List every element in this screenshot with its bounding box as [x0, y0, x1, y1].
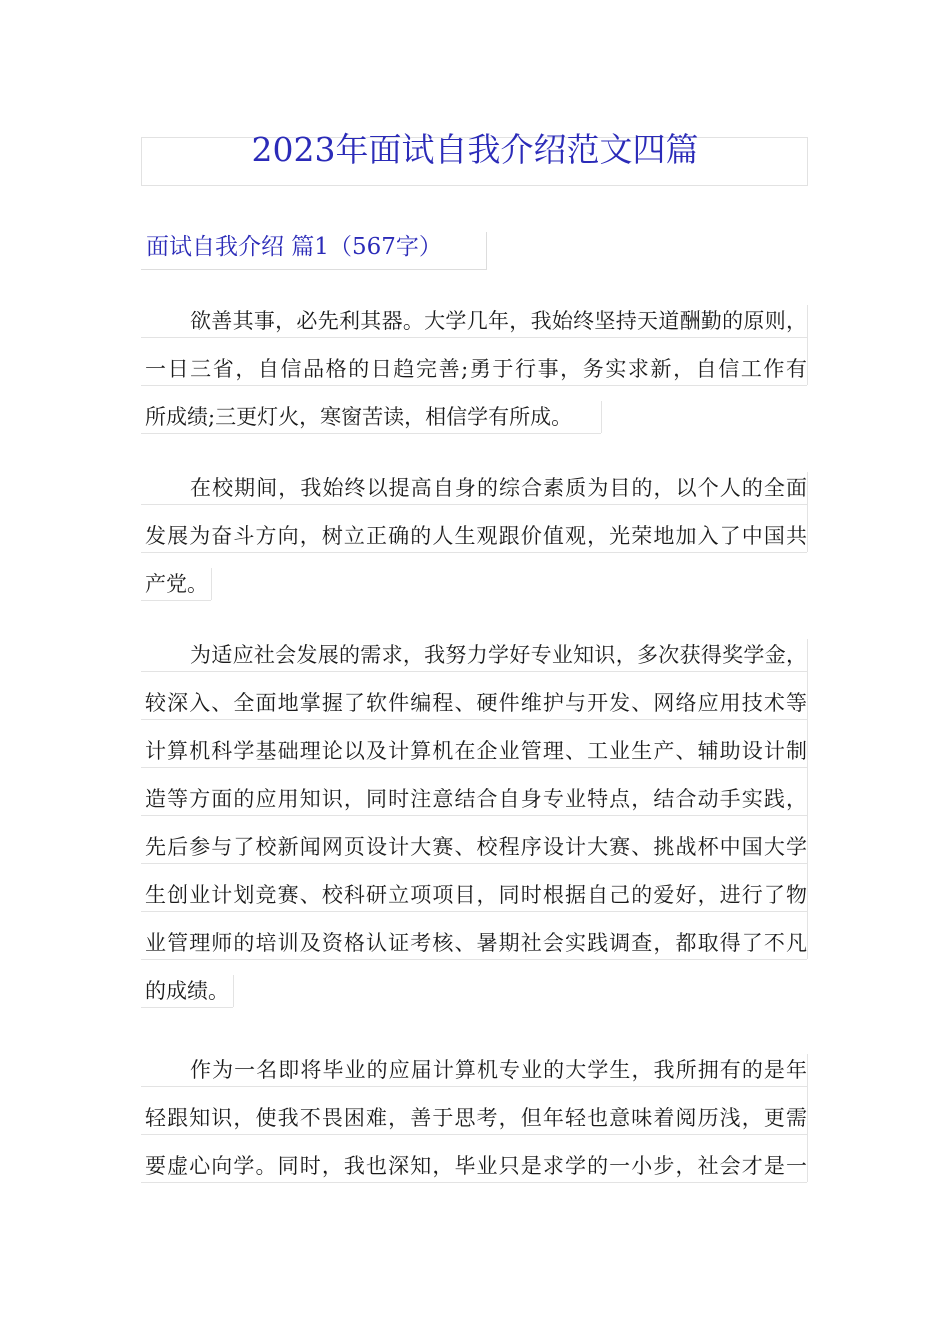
- line-rule: [141, 1134, 807, 1135]
- line-rule: [141, 863, 807, 864]
- section-heading: 面试自我介绍 篇1（567字）: [146, 234, 442, 260]
- line-rule: [141, 385, 807, 386]
- line-rule-vertical: [807, 639, 808, 959]
- paragraph-4-line-2: 轻跟知识，使我不畏困难，善于思考，但年轻也意味着阅历浅，更需: [145, 1106, 807, 1130]
- paragraph-4-line-1: 作为一名即将毕业的应届计算机专业的大学生，我所拥有的是年: [190, 1058, 807, 1082]
- paragraph-1-line-3: 所成绩;三更灯火，寒窗苦读，相信学有所成。: [145, 405, 573, 429]
- line-rule: [141, 504, 807, 505]
- line-rule: [141, 337, 807, 338]
- paragraph-2-line-2: 发展为奋斗方向，树立正确的人生观跟价值观，光荣地加入了中国共: [145, 524, 807, 548]
- line-rule: [141, 1007, 233, 1008]
- paragraph-3-line-4: 造等方面的应用知识，同时注意结合自身专业特点，结合动手实践，: [145, 787, 807, 811]
- line-rule: [141, 959, 807, 960]
- line-rule: [141, 815, 807, 816]
- paragraph-2-line-1: 在校期间，我始终以提高自身的综合素质为目的，以个人的全面: [190, 476, 807, 500]
- line-rule: [141, 767, 807, 768]
- paragraph-1-line-2: 一日三省，自信品格的日趋完善;勇于行事，务实求新，自信工作有: [145, 357, 807, 381]
- line-rule-vertical: [807, 1054, 808, 1182]
- paragraph-3-line-7: 业管理师的培训及资格认证考核、暑期社会实践调查，都取得了不凡: [145, 931, 807, 955]
- line-rule-vertical: [211, 568, 212, 600]
- paragraph-2-line-3: 产党。: [145, 572, 208, 596]
- line-rule: [141, 552, 807, 553]
- paragraph-4-line-3: 要虚心向学。同时，我也深知，毕业只是求学的一小步，社会才是一: [145, 1154, 807, 1178]
- line-rule: [141, 1182, 807, 1183]
- line-rule: [141, 671, 807, 672]
- line-rule: [141, 600, 211, 601]
- line-rule: [141, 719, 807, 720]
- paragraph-3-line-3: 计算机科学基础理论以及计算机在企业管理、工业生产、辅助设计制: [145, 739, 807, 763]
- paragraph-1-line-1: 欲善其事，必先利其器。大学几年，我始终坚持天道酬勤的原则，: [190, 309, 807, 333]
- line-rule: [141, 911, 807, 912]
- line-rule-vertical: [807, 305, 808, 385]
- line-rule-vertical: [601, 401, 602, 433]
- line-rule: [141, 1086, 807, 1087]
- paragraph-3-line-1: 为适应社会发展的需求，我努力学好专业知识，多次获得奖学金，: [190, 643, 807, 667]
- document-title: 2023年面试自我介绍范文四篇: [251, 130, 699, 169]
- paragraph-3-line-8: 的成绩。: [145, 979, 229, 1003]
- paragraph-3-line-5: 先后参与了校新闻网页设计大赛、校程序设计大赛、挑战杯中国大学: [145, 835, 807, 859]
- paragraph-3-line-6: 生创业计划竞赛、校科研立项项目，同时根据自己的爱好，进行了物: [145, 883, 807, 907]
- paragraph-3-line-2: 较深入、全面地掌握了软件编程、硬件维护与开发、网络应用技术等: [145, 691, 807, 715]
- line-rule-vertical: [233, 975, 234, 1007]
- line-rule-vertical: [807, 472, 808, 552]
- line-rule: [141, 433, 601, 434]
